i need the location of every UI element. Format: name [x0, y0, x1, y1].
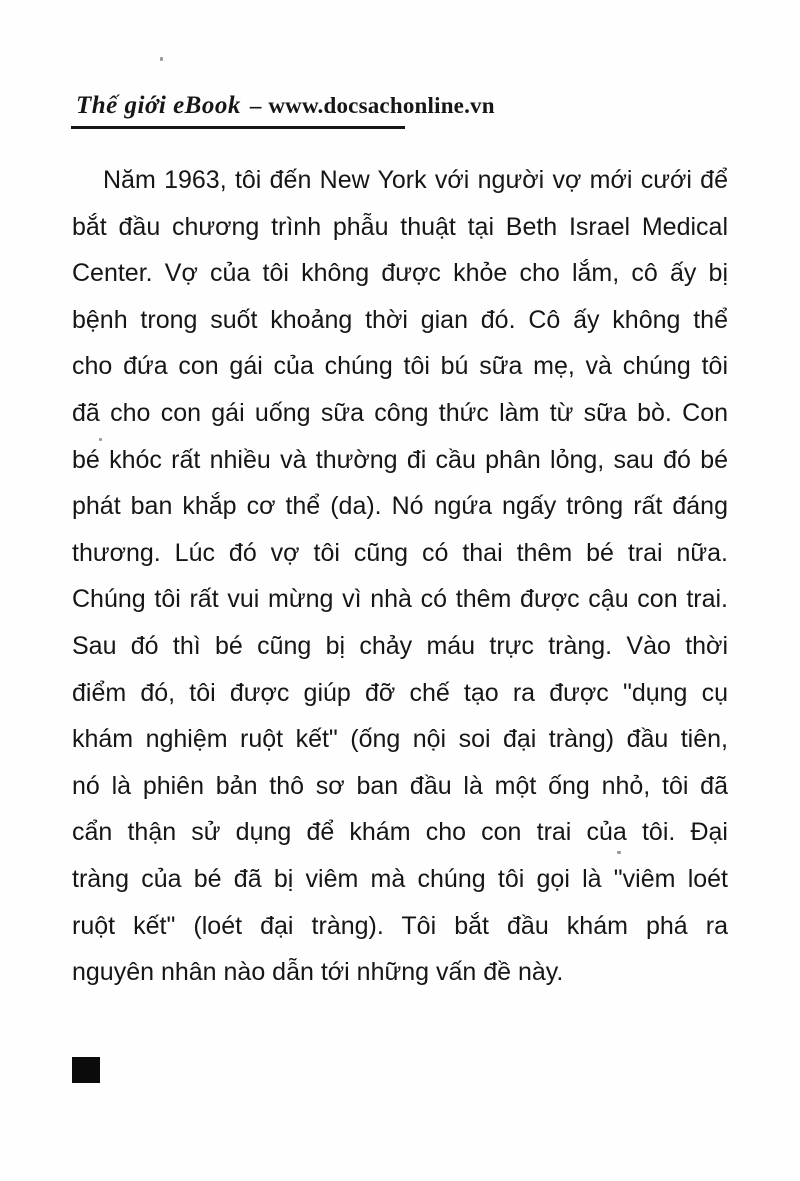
paragraph-line: nó là phiên bản thô sơ ban đầu là một ống nhỏ, tôi đã — [72, 771, 728, 800]
ebook-brand-title: Thế giới eBook — [76, 92, 241, 119]
header-rule — [71, 126, 405, 129]
paragraph-line: cho đứa con gái của chúng tôi bú sữa mẹ, và chúng tôi — [72, 352, 728, 381]
body-paragraph — [72, 157, 728, 996]
paragraph-line: Năm 1963, tôi đến New York với người vợ mới cưới để — [103, 166, 728, 194]
scan-speck — [617, 851, 621, 854]
paragraph-line: điểm đó, tôi được giúp đỡ chế tạo ra được "dụng cụ — [72, 678, 728, 707]
paragraph-line: bắt đầu chương trình phẫu thuật tại Beth Israel Medical — [72, 212, 728, 241]
page-header — [76, 92, 495, 120]
paragraph-line: đã cho con gái uống sữa công thức làm từ sữa bò. Con — [72, 398, 728, 427]
paragraph-line: khám nghiệm ruột kết" (ống nội soi đại tràng) đầu tiên, — [72, 725, 728, 754]
scan-speck — [99, 438, 102, 441]
paragraph-line: Chúng tôi rất vui mừng vì nhà có thêm được cậu con trai. — [72, 585, 728, 614]
paragraph-line: thương. Lúc đó vợ tôi cũng có thai thêm bé trai nữa. — [72, 538, 728, 567]
paragraph-line: ruột kết" (loét đại tràng). Tôi bắt đầu khám phá ra — [72, 911, 728, 940]
site-url-text: www.docsachonline.vn — [268, 93, 495, 118]
paragraph-line: Center. Vợ của tôi không được khỏe cho lắm, cô ấy bị — [72, 259, 728, 288]
scan-speck — [160, 57, 163, 61]
paragraph-line: nguyên nhân nào dẫn tới những vấn đề này. — [72, 958, 564, 987]
paragraph-line: bé khóc rất nhiều và thường đi cầu phân lỏng, sau đó bé — [72, 445, 728, 474]
end-of-section-square-marker — [72, 1057, 100, 1083]
paragraph-line: cẩn thận sử dụng để khám cho con trai của tôi. Đại — [72, 818, 728, 847]
paragraph-line: bệnh trong suốt khoảng thời gian đó. Cô ấy không thể — [72, 305, 728, 334]
paragraph-line: phát ban khắp cơ thể (da). Nó ngứa ngấy trông rất đáng — [72, 492, 728, 521]
separator-dash: – — [249, 93, 262, 118]
paragraph-line: Sau đó thì bé cũng bị chảy máu trực tràng. Vào thời — [72, 631, 728, 660]
paragraph-line: tràng của bé đã bị viêm mà chúng tôi gọi là "viêm loét — [72, 864, 728, 893]
